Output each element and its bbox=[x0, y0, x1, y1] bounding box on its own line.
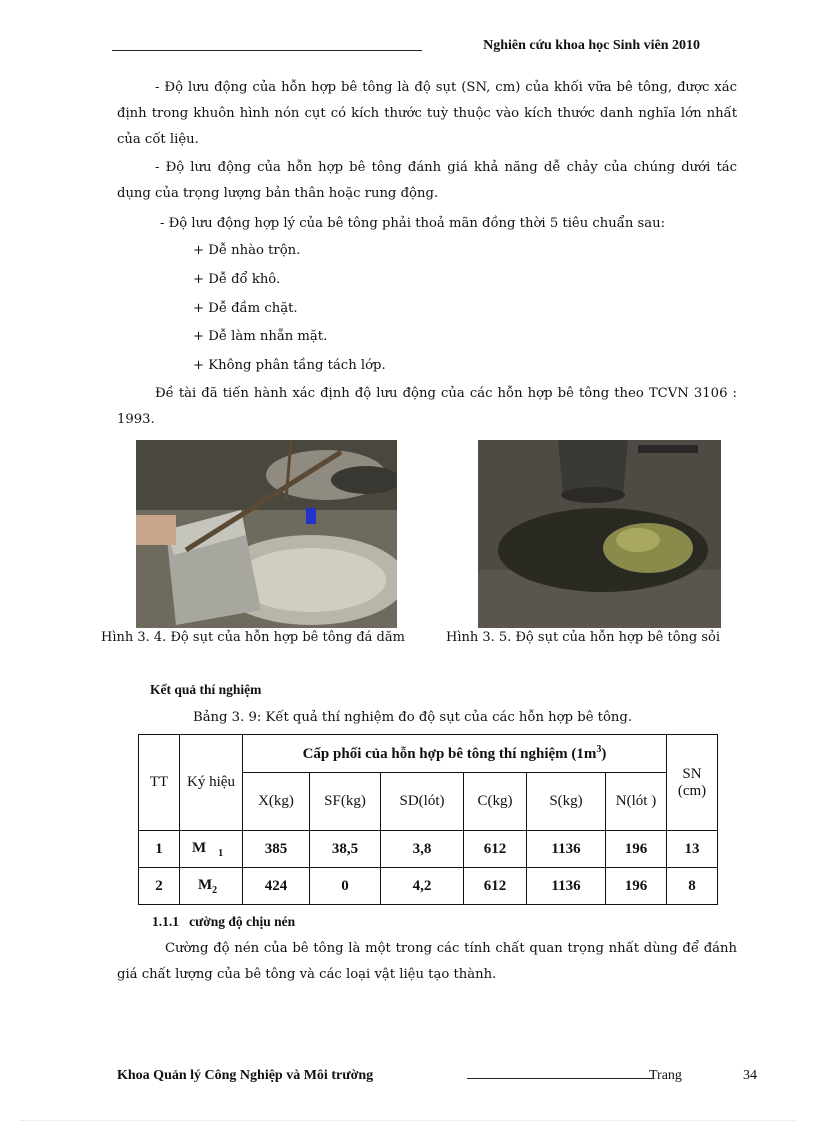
section-heading bbox=[152, 914, 295, 930]
cell-sd: 3,8 bbox=[381, 831, 464, 868]
cell-n: 196 bbox=[606, 868, 667, 905]
results-table bbox=[138, 734, 718, 905]
header-ky-hieu: Ký hiệu bbox=[180, 735, 243, 831]
table-row bbox=[139, 868, 718, 905]
paragraph-3: - Độ lưu động hợp lý của bê tông phải thoả mãn đồng thời 5 tiêu chuẩn sau: bbox=[160, 216, 666, 231]
header-c: C(kg) bbox=[464, 773, 527, 831]
footer-rule bbox=[467, 1078, 652, 1079]
cell-c: 612 bbox=[464, 831, 527, 868]
header-mix-group: Cấp phối của hỗn hợp bê tông thí nghiệm $(1m^3)$ bbox=[243, 735, 667, 773]
criteria-item-3: + Dễ đầm chặt. bbox=[193, 301, 298, 316]
header-rule bbox=[112, 50, 422, 51]
page-footer bbox=[117, 1068, 757, 1088]
cell-s: 1136 bbox=[527, 831, 606, 868]
footer-page-label: Trang bbox=[649, 1068, 682, 1083]
cell-x: 385 bbox=[243, 831, 310, 868]
footer-faculty: Khoa Quản lý Công Nghiệp và Môi trường bbox=[117, 1068, 374, 1083]
header-sf: SF(kg) bbox=[310, 773, 381, 831]
page-header bbox=[112, 38, 700, 58]
results-heading: Kết quả thí nghiệm bbox=[150, 682, 262, 697]
header-sd: SD(lót) bbox=[381, 773, 464, 831]
header-n: N(lót ) bbox=[606, 773, 667, 831]
cell-symbol: M $_1$ bbox=[180, 831, 243, 868]
criteria-item-2: + Dễ đổ khô. bbox=[193, 272, 281, 287]
section-title: cường độ chịu nén bbox=[189, 914, 296, 929]
figure-2-caption: Hình 3. 5. Độ sụt của hỗn hợp bê tông sỏi bbox=[446, 630, 720, 645]
paragraph-4: Đề tài đã tiến hành xác định độ lưu động của các hỗn hợp bê tông theo TCVN 3106 : 1993. bbox=[117, 386, 737, 427]
figure-slump-gravel bbox=[478, 440, 721, 628]
criteria-item-4: + Dễ làm nhẵn mặt. bbox=[193, 329, 328, 344]
table-caption: Bảng 3. 9: Kết quả thí nghiệm đo độ sụt của các hỗn hợp bê tông. bbox=[193, 710, 633, 725]
criteria-item-5: + Không phân tầng tách lớp. bbox=[193, 358, 386, 373]
header-title: Nghiên cứu khoa học Sinh viên 2010 bbox=[483, 38, 700, 53]
figure-slump-crushed-stone bbox=[136, 440, 397, 628]
cell-sn: 8 bbox=[667, 868, 718, 905]
cell-c: 612 bbox=[464, 868, 527, 905]
cell-symbol: $M_2$ bbox=[180, 868, 243, 905]
header-s: S(kg) bbox=[527, 773, 606, 831]
paragraph-1: - Độ lưu động của hỗn hợp bê tông là độ sụt (SN, cm) của khối vữa bê tông, được xác định trong khuôn hình nón cụt có kích thước tuỳ thuộc vào kích thước danh nghĩa lớn nhất của cốt liệu. bbox=[117, 80, 737, 147]
cell-n: 196 bbox=[606, 831, 667, 868]
header-tt: TT bbox=[139, 735, 180, 831]
cell-tt: 1 bbox=[139, 831, 180, 868]
section-number: 1.1.1 bbox=[152, 914, 179, 929]
criteria-item-1: + Dễ nhào trộn. bbox=[193, 243, 301, 258]
cell-sn: 13 bbox=[667, 831, 718, 868]
page-bottom-divider bbox=[20, 1120, 796, 1121]
cell-sf: 38,5 bbox=[310, 831, 381, 868]
footer-page-number: 34 bbox=[743, 1068, 757, 1083]
cell-sf: 0 bbox=[310, 868, 381, 905]
header-sn: SN (cm) bbox=[667, 735, 718, 831]
cell-tt: 2 bbox=[139, 868, 180, 905]
cell-x: 424 bbox=[243, 868, 310, 905]
figure-1-caption: Hình 3. 4. Độ sụt của hỗn hợp bê tông đá dăm bbox=[101, 630, 405, 645]
cell-s: 1136 bbox=[527, 868, 606, 905]
header-x: X(kg) bbox=[243, 773, 310, 831]
table-row bbox=[139, 831, 718, 868]
paragraph-2: - Độ lưu động của hỗn hợp bê tông đánh giá khả năng dễ chảy của chúng dưới tác dụng của trọng lượng bản thân hoặc rung động. bbox=[117, 160, 737, 201]
cell-sd: 4,2 bbox=[381, 868, 464, 905]
paragraph-5: Cường độ nén của bê tông là một trong các tính chất quan trọng nhất dùng để đánh giá chất lượng của bê tông và các loại vật liệu tạo thành. bbox=[117, 941, 737, 982]
